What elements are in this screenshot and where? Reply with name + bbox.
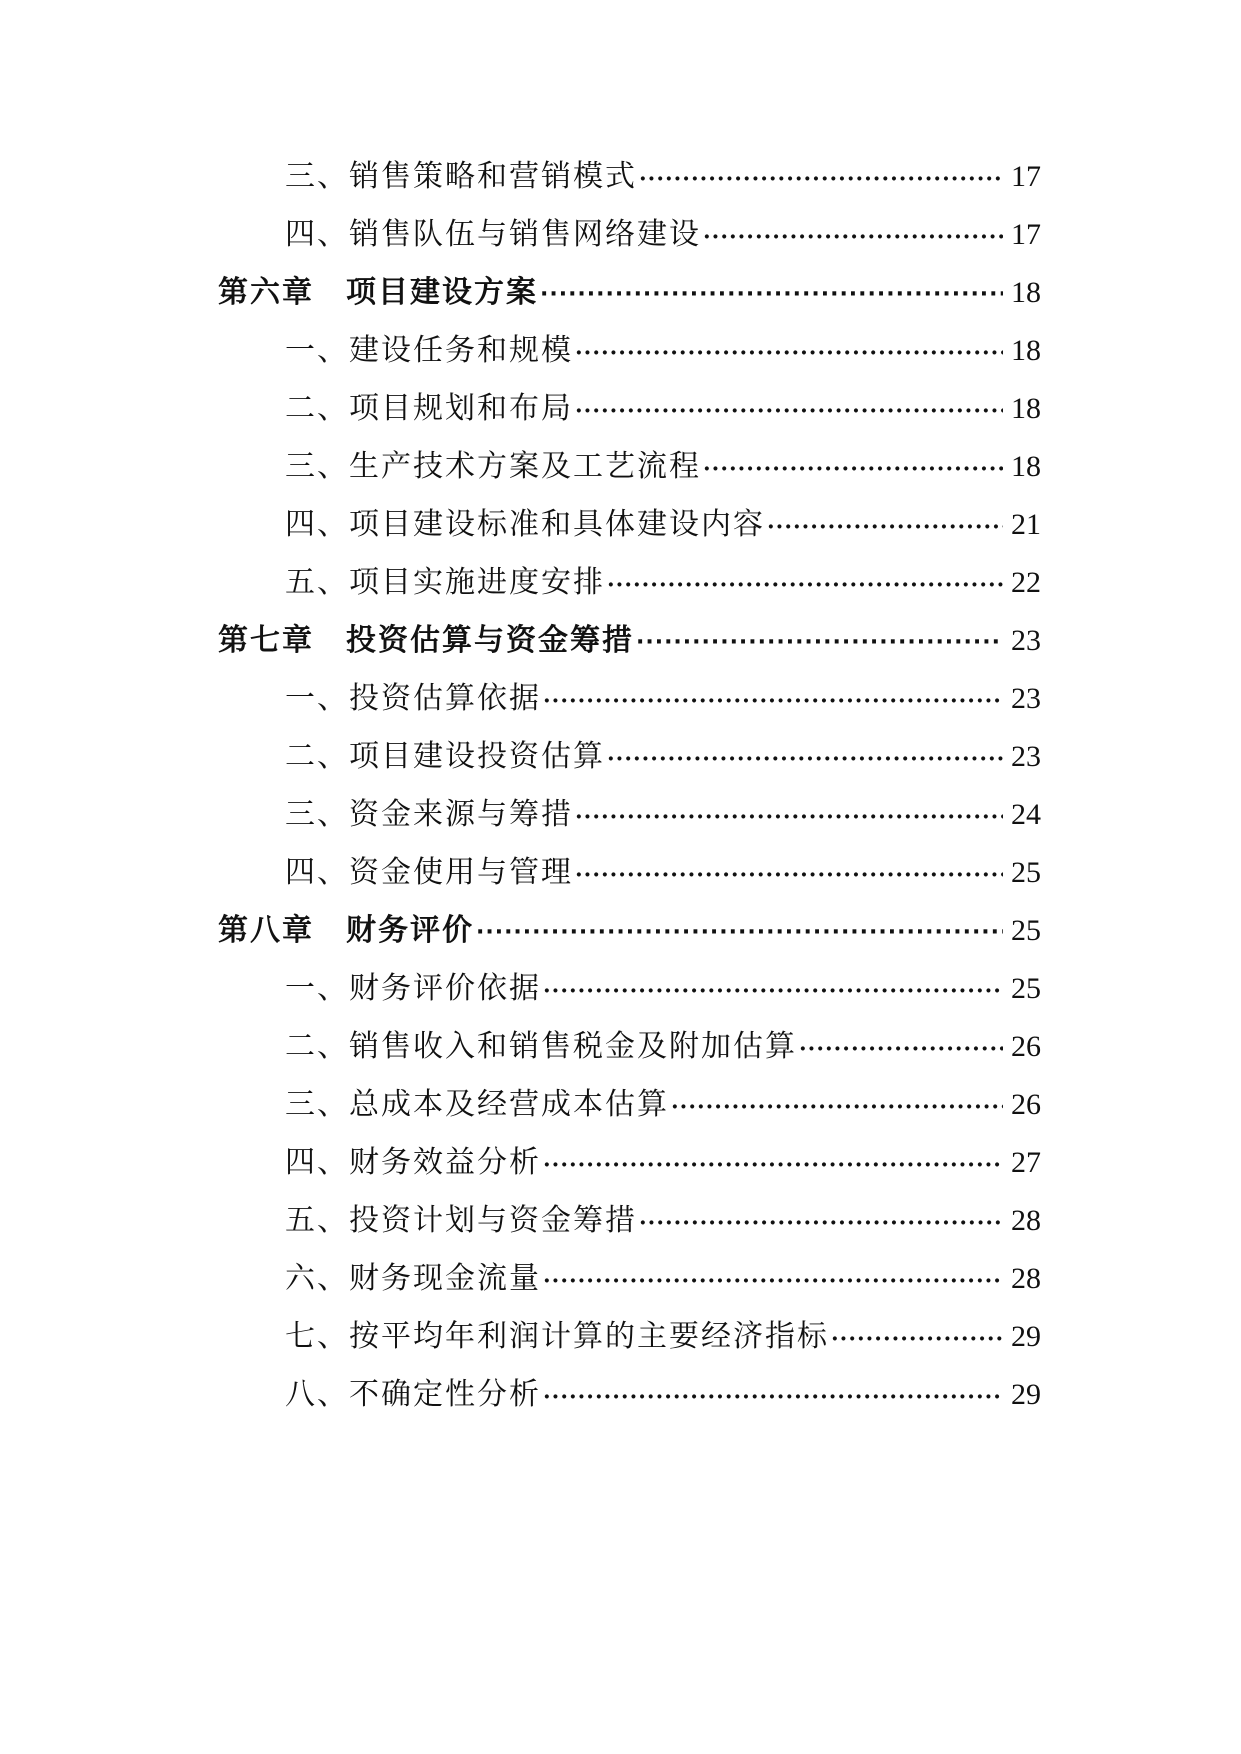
toc-entry-title: 三、生产技术方案及工艺流程 (285, 449, 701, 484)
toc-dot-leader (703, 442, 1003, 492)
toc-entry-title: 四、资金使用与管理 (285, 855, 573, 890)
toc-entry-uncertainty-analysis[interactable] (285, 1370, 1041, 1420)
toc-chapter-title: 第七章 投资估算与资金筹措 (218, 623, 634, 658)
toc-entry-title: 四、销售队伍与销售网络建设 (285, 217, 701, 252)
toc-dot-leader (703, 210, 1003, 260)
toc-entry-title: 八、不确定性分析 (285, 1377, 541, 1412)
toc-chapter-7[interactable] (218, 616, 1041, 666)
toc-page-number: 26 (1011, 1030, 1041, 1063)
toc-page-number: 26 (1011, 1088, 1041, 1121)
toc-dot-leader (607, 732, 1003, 782)
toc-dot-leader (639, 152, 1003, 202)
toc-entry-title: 一、财务评价依据 (285, 971, 541, 1006)
toc-page-number: 28 (1011, 1262, 1041, 1295)
toc-chapter-title: 第八章 财务评价 (218, 913, 474, 948)
toc-page-number: 25 (1011, 856, 1041, 889)
toc-dot-leader (575, 790, 1003, 840)
toc-page-number: 17 (1011, 160, 1041, 193)
toc-dot-leader (831, 1312, 1003, 1362)
toc-page-number: 27 (1011, 1146, 1041, 1179)
toc-entry-title: 三、资金来源与筹措 (285, 797, 573, 832)
toc-dot-leader (767, 500, 1003, 550)
toc-entry-title: 一、建设任务和规模 (285, 333, 573, 368)
toc-entry-title: 三、总成本及经营成本估算 (285, 1087, 669, 1122)
toc-dot-leader (671, 1080, 1003, 1130)
toc-entry-title: 五、项目实施进度安排 (285, 565, 605, 600)
toc-page-number: 28 (1011, 1204, 1041, 1237)
toc-entry-construction-tasks[interactable] (285, 326, 1041, 376)
toc-entry-fund-management[interactable] (285, 848, 1041, 898)
toc-chapter-6[interactable] (218, 268, 1041, 318)
toc-page-number: 23 (1011, 682, 1041, 715)
toc-page-number: 18 (1011, 392, 1041, 425)
toc-entry-title: 四、财务效益分析 (285, 1145, 541, 1180)
toc-entry-title: 六、财务现金流量 (285, 1261, 541, 1296)
toc-entry-title: 二、销售收入和销售税金及附加估算 (285, 1029, 797, 1064)
toc-page-number: 21 (1011, 508, 1041, 541)
toc-dot-leader (575, 326, 1003, 376)
toc-entry-sales-strategy[interactable] (285, 152, 1041, 202)
toc-entry-implementation-schedule[interactable] (285, 558, 1041, 608)
toc-chapter-title: 第六章 项目建设方案 (218, 275, 538, 310)
toc-entry-title: 四、项目建设标准和具体建设内容 (285, 507, 765, 542)
toc-page-number: 25 (1011, 914, 1041, 947)
toc-entry-production-technology[interactable] (285, 442, 1041, 492)
toc-dot-leader (543, 1370, 1003, 1420)
toc-page-number: 18 (1011, 276, 1041, 309)
toc-entry-title: 二、项目规划和布局 (285, 391, 573, 426)
toc-page-number: 29 (1011, 1378, 1041, 1411)
toc-entry-sales-revenue[interactable] (285, 1022, 1041, 1072)
toc-page-number: 29 (1011, 1320, 1041, 1353)
toc-entry-investment-basis[interactable] (285, 674, 1041, 724)
toc-dot-leader (575, 848, 1003, 898)
toc-entry-sales-team[interactable] (285, 210, 1041, 260)
toc-dot-leader (543, 1254, 1003, 1304)
toc-dot-leader (540, 268, 1003, 318)
toc-dot-leader (639, 1196, 1003, 1246)
toc-entry-title: 二、项目建设投资估算 (285, 739, 605, 774)
toc-entry-project-planning[interactable] (285, 384, 1041, 434)
toc-page-number: 22 (1011, 566, 1041, 599)
toc-page-number: 23 (1011, 624, 1041, 657)
toc-entry-title: 五、投资计划与资金筹措 (285, 1203, 637, 1238)
toc-dot-leader (476, 906, 1003, 956)
toc-entry-cash-flow[interactable] (285, 1254, 1041, 1304)
toc-page-number: 23 (1011, 740, 1041, 773)
toc-entry-funding-sources[interactable] (285, 790, 1041, 840)
toc-dot-leader (543, 1138, 1003, 1188)
toc-chapter-8[interactable] (218, 906, 1041, 956)
toc-entry-investment-plan[interactable] (285, 1196, 1041, 1246)
toc-entry-total-cost[interactable] (285, 1080, 1041, 1130)
toc-dot-leader (543, 964, 1003, 1014)
toc-dot-leader (543, 674, 1003, 724)
toc-page-number: 25 (1011, 972, 1041, 1005)
toc-entry-title: 一、投资估算依据 (285, 681, 541, 716)
toc-page-number: 18 (1011, 334, 1041, 367)
toc-entry-economic-indicators[interactable] (285, 1312, 1041, 1362)
toc-entry-financial-benefit[interactable] (285, 1138, 1041, 1188)
toc-dot-leader (607, 558, 1003, 608)
toc-page-number: 24 (1011, 798, 1041, 831)
toc-dot-leader (799, 1022, 1003, 1072)
toc-dot-leader (575, 384, 1003, 434)
toc-entry-financial-basis[interactable] (285, 964, 1041, 1014)
toc-page-number: 18 (1011, 450, 1041, 483)
toc-page-number: 17 (1011, 218, 1041, 251)
toc-entry-title: 七、按平均年利润计算的主要经济指标 (285, 1319, 829, 1354)
toc-entry-construction-standards[interactable] (285, 500, 1041, 550)
toc-entry-title: 三、销售策略和营销模式 (285, 159, 637, 194)
toc-dot-leader (636, 616, 1003, 666)
toc-entry-construction-investment[interactable] (285, 732, 1041, 782)
